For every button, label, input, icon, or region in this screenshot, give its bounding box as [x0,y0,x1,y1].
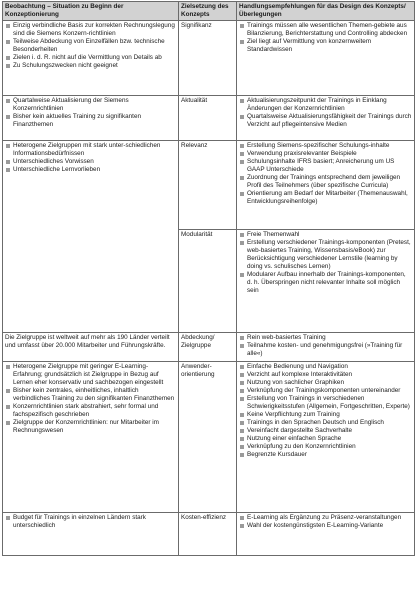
list-item: Schulungsinhalte IFRS basiert; Anreicherung um US GAAP Unterschiede [239,158,412,174]
table-row [3,513,415,556]
list-item: Verknüpfung der Trainingskomponenten untereinander [239,387,412,395]
recommendation-cell [237,362,415,513]
list-item: Zielgruppe der Konzernrichtlinien: nur Mitarbeiter im Rechnungswesen [5,419,176,435]
list-item: Einzig verbindliche Basis zur korrekten Rechnungslegung sind die Siemens Konzern-richtlinien [5,22,176,38]
list-item: Vereinfacht dargestellte Sachverhalte [239,427,412,435]
header-goal: Zielsetzung des Konzepts [179,2,237,21]
list-item: Quartalsweise Aktualisierungsfähigkeit der Trainings durch Verzicht auf pflegeintensive Medien [239,113,412,129]
list-item: Zielen i. d. R. nicht auf die Vermittlung von Details ab [5,54,176,62]
header-recommendations: Handlungsempfehlungen für das Design des Konzepts/Überlegungen [237,2,415,21]
goal-cell: Signifikanz [179,21,237,96]
list-item: Unterschiedliche Lernvorlieben [5,166,176,174]
list-item: Bisher kein aktuelles Training zu signifikanten Finanzthemen [5,113,176,129]
goal-cell: Relevanz [179,141,237,230]
list-item: Erstellung verschiedener Trainings-komponenten (Pretest, web-basiertes Training, Wissensbasis/eBook) zur Berücksichtigung verschiedener Lernstile (learning by doing vs. schulisches Lernen) [239,239,412,271]
list-item: Einfache Bedienung und Navigation [239,363,412,371]
list-item: Verwendung praxisrelevanter Beispiele [239,150,412,158]
list-item: Zuordnung der Trainings entsprechend dem jeweiligen Profil des Teilnehmers (über spezifische Curricula) [239,174,412,190]
header-observation: Beobachtung – Situation zu Beginn der Konzeptionierung [3,2,179,21]
list-item: Heterogene Zielgruppen mit stark unter-schiedlichen Informationsbedürfnissen [5,142,176,158]
recommendation-cell [237,141,415,230]
list-item: Teilweise Abdeckung von Einzelfällen bzw. technische Besonderheiten [5,38,176,54]
list-item: Erstellung von Trainings in verschiedenen Schwierigkeitsstufen (Allgemein, Fortgeschritten, Experte) [239,395,412,411]
list-item: Keine Verpflichtung zum Training [239,411,412,419]
list-item: E-Learning als Ergänzung zu Präsenz-veranstaltungen [239,514,412,522]
list-item: Ziel liegt auf Vermittlung von konzernweitem Standardwissen [239,38,412,54]
concept-table [2,1,415,556]
recommendation-cell [237,21,415,96]
list-item: Freie Themenwahl [239,231,412,239]
observation-cell [3,141,179,333]
list-item: Zu Schulungszwecken nicht geeignet [5,62,176,70]
list-item: Verknüpfung zu den Konzernrichtlinien [239,443,412,451]
list-item: Unterschiedliches Vorwissen [5,158,176,166]
recommendation-cell [237,333,415,362]
goal-cell: Modularität [179,230,237,333]
goal-cell: Aktualität [179,96,237,141]
list-item: Erstellung Siemens-spezifischer Schulungs-inhalte [239,142,412,150]
list-item: Nutzung von sachlicher Graphiken [239,379,412,387]
observation-text: Die Zielgruppe ist weltweit auf mehr als 190 Länder verteilt und umfasst über 20.000 Mitarbeiter und Führungskräfte. [5,334,170,349]
list-item: Bisher kein zentrales, einheitliches, inhaltlich verbindliches Training zu den signifikanten Finanzthemen [5,387,176,403]
list-item: Heterogene Zielgruppe mit geringer E-Learning-Erfahrung; grundsätzlich ist Zielgruppe in Bezug auf Lernen eher konservativ und sachbezogen eingestellt [5,363,176,387]
list-item: Aktualisierungszeitpunkt der Trainings in Einklang Änderungen der Konzernrichtlinien [239,97,412,113]
header-row [3,2,415,21]
list-item: Trainings müssen alle wesentlichen Themen-gebiete aus Bilanzierung, Berichterstattung und Controlling abdecken [239,22,412,38]
list-item: Rein web-basiertes Training [239,334,412,342]
recommendation-cell [237,513,415,556]
list-item: Verzicht auf komplexe Interaktivitäten [239,371,412,379]
list-item: Teilnahme kosten- und genehmigungsfrei (»Training für alle«) [239,342,412,358]
observation-cell [3,333,179,362]
list-item: Nutzung einer einfachen Sprache [239,435,412,443]
observation-cell [3,362,179,513]
table-row [3,21,415,96]
table-row [3,141,415,230]
table-row [3,362,415,513]
list-item: Trainings in den Sprachen Deutsch und Englisch [239,419,412,427]
list-item: Orientierung am Bedarf der Mitarbeiter (Themenauswahl, Entwicklungsreihenfolge) [239,190,412,206]
goal-cell: Anwender-orientierung [179,362,237,513]
list-item: Modularer Aufbau innerhalb der Trainings-komponenten, d. h. Überspringen nicht relevanter Inhalte soll möglich sein [239,271,412,295]
list-item: Budget für Trainings in einzelnen Ländern stark unterschiedlich [5,514,176,530]
recommendation-cell [237,96,415,141]
table-row [3,333,415,362]
list-item: Konzernrichtlinien stark abstrahiert, sehr formal und fachspezifisch geschrieben [5,403,176,419]
list-item: Wahl der kostengünstigsten E-Learning-Variante [239,522,412,530]
list-item: Quartalweise Aktualisierung der Siemens Konzernrichtlinien [5,97,176,113]
list-item: Begrenzte Kursdauer [239,451,412,459]
recommendation-cell [237,230,415,333]
table-row [3,96,415,141]
observation-cell [3,513,179,556]
observation-cell [3,96,179,141]
observation-cell [3,21,179,96]
goal-cell: Kosten-effizienz [179,513,237,556]
goal-cell: Abdeckung/ Zielgruppe [179,333,237,362]
